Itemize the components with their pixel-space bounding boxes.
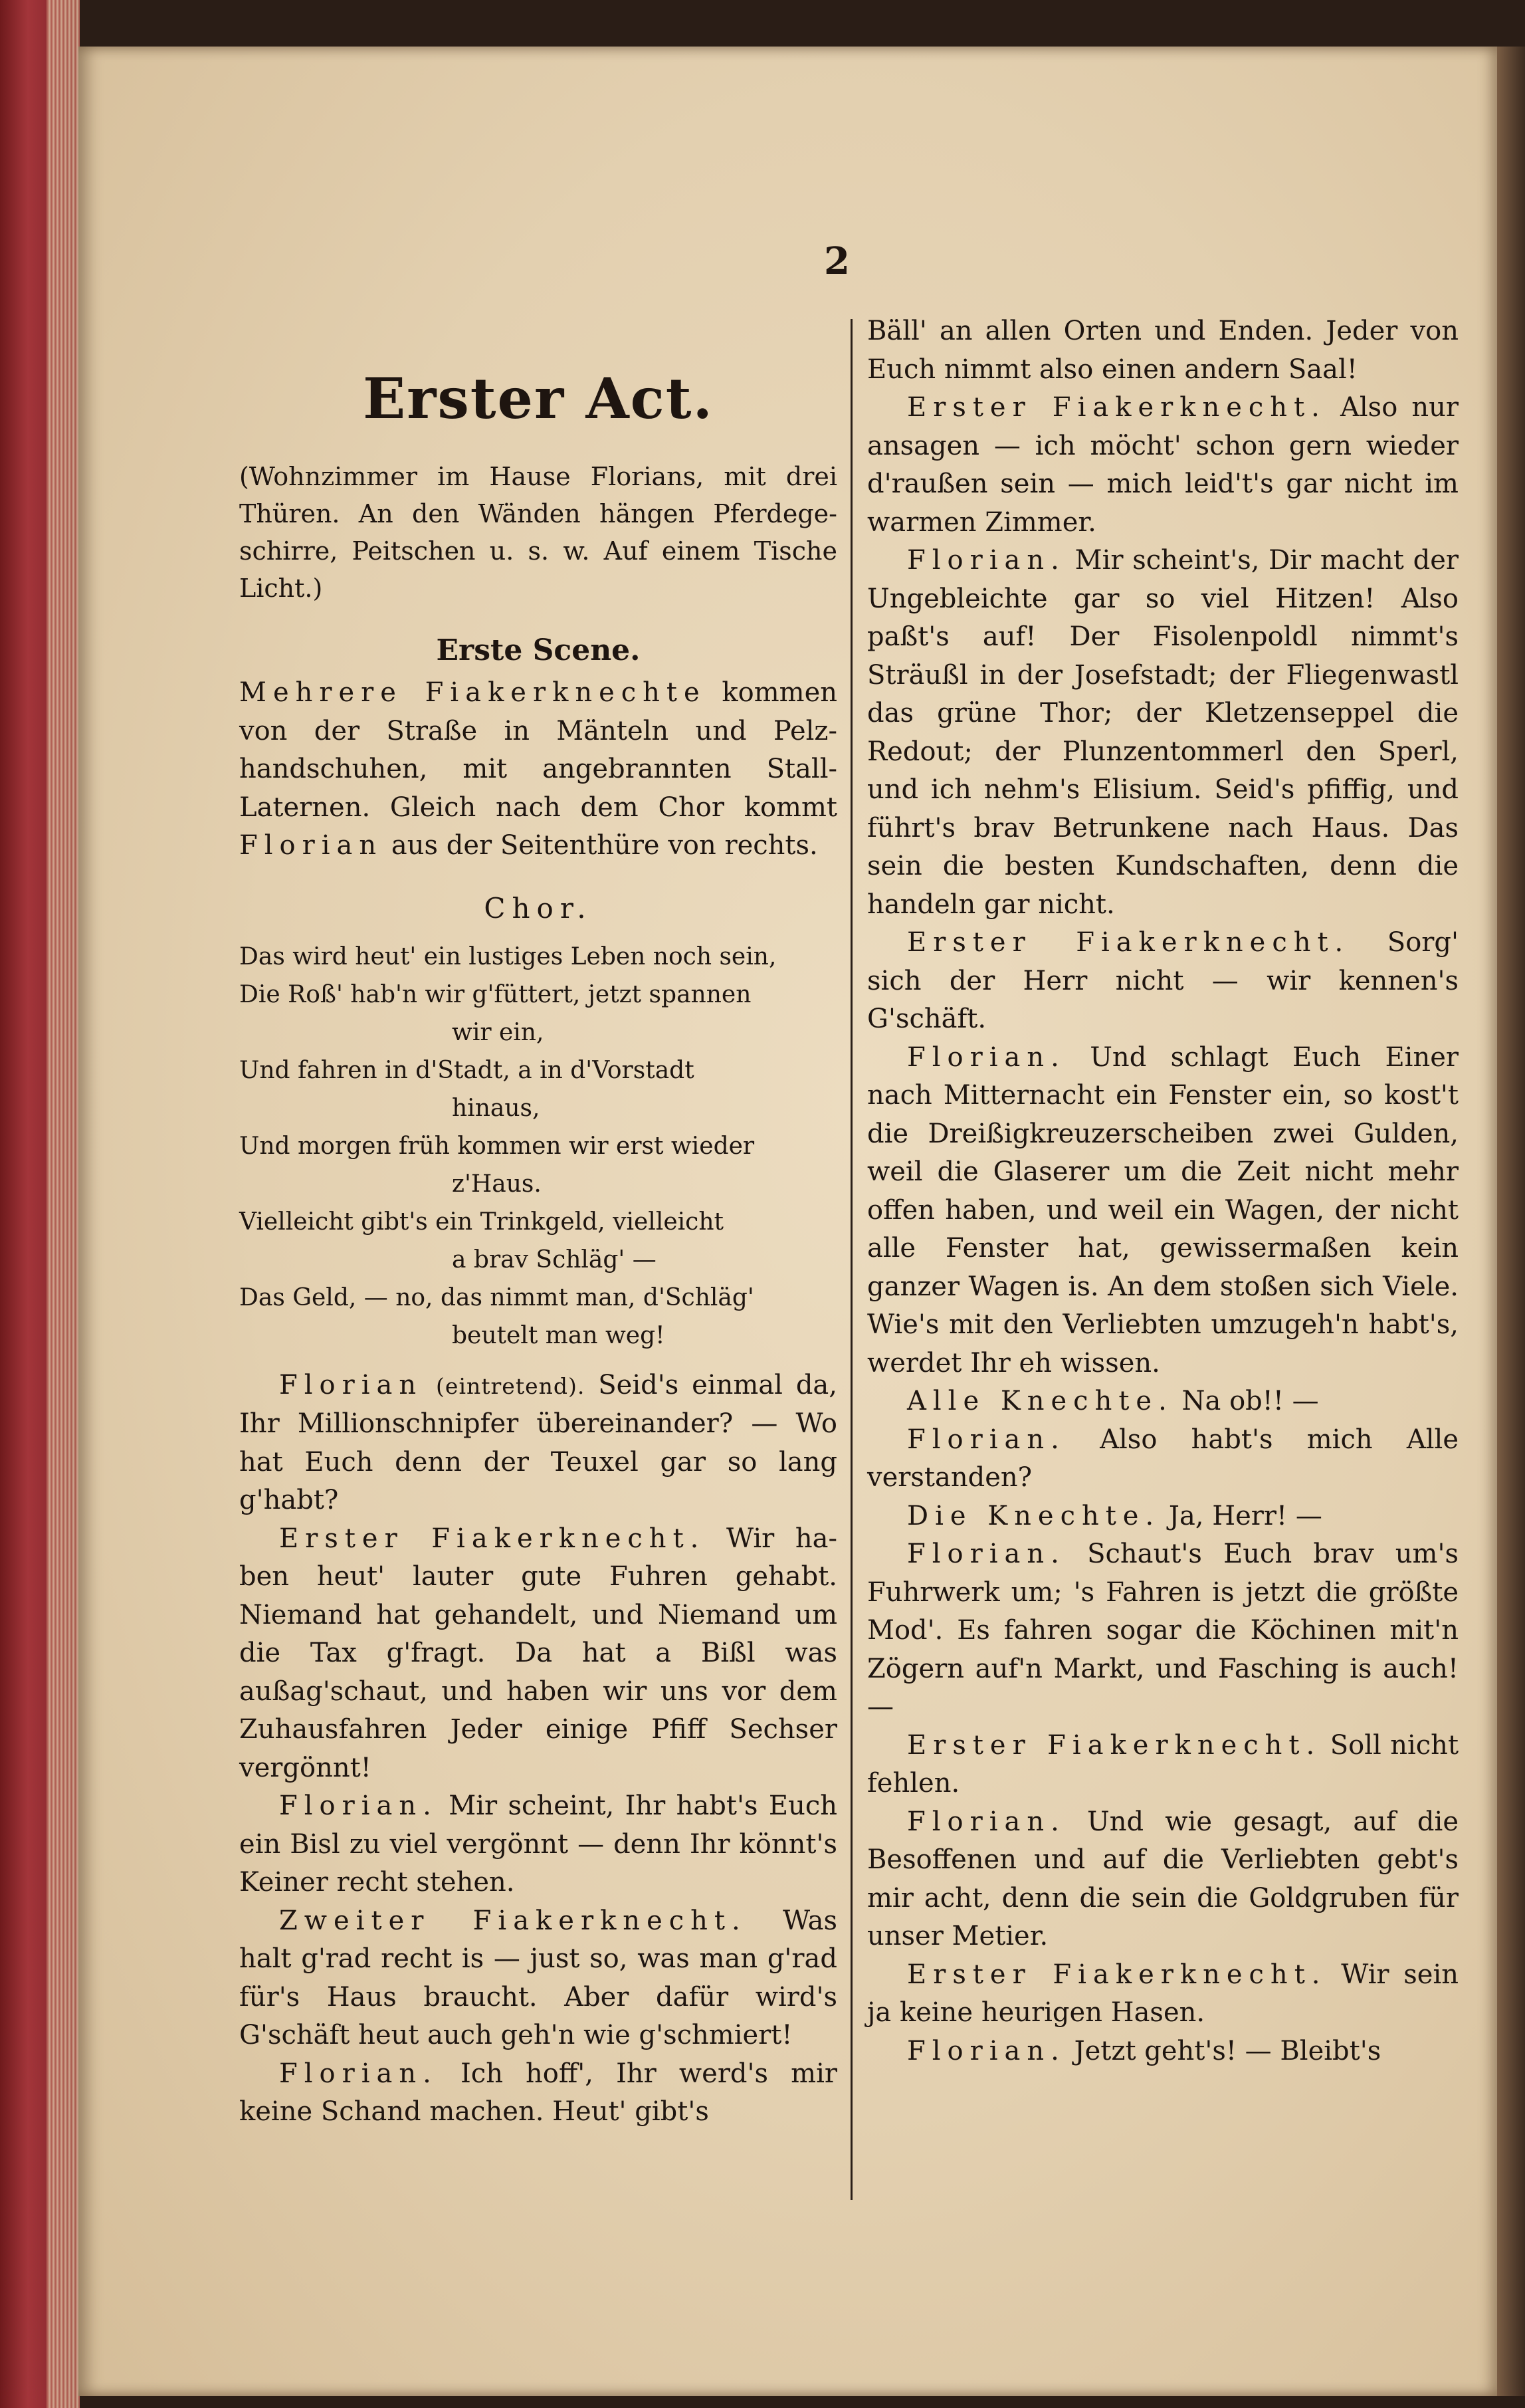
song-line: Das Geld, — no, das nimmt man, d'Schläg' — [239, 1283, 754, 1311]
book-cover-edge — [1497, 47, 1525, 2396]
speech: Also nur ansagen — ich möcht' schon gern wieder d'raußen sein — mich leid't's gar nicht im warmen Zimmer. — [867, 392, 1459, 538]
right-column — [867, 312, 1459, 2070]
speech: Sorg' sich der Herr nicht — wir kennen's G'schäft. — [867, 927, 1459, 1034]
song-line-cont: z'Haus. — [452, 1170, 542, 1198]
speaker: Florian. — [907, 2035, 1066, 2066]
speaker: Florian — [279, 1369, 423, 1400]
song-line: Die Roß' hab'n wir g'füttert, jetzt spannen — [239, 980, 752, 1008]
song-verse — [239, 938, 837, 976]
speaker: Florian. — [907, 1806, 1066, 1837]
speech: Na ob!! — — [1181, 1386, 1319, 1416]
speech: Was halt g'rad recht is — just so, was man g'rad für's Haus braucht. Aber dafür wird's G'schäft heut auch geh'n wie g'schmiert! — [239, 1905, 837, 2050]
speech: Wir haben heut' lauter gute Fuhren gehabt. Niemand hat gehandelt, und Niemand um die Tax g'fragt. Da hat a Bißl was außag'schaut, und haben wir uns vor dem Zuhausfahren Jeder einige Pfiff Sechser vergönnt! — [239, 1523, 837, 1783]
scene-intro-florian: Florian — [239, 830, 383, 861]
dialogue-entry — [239, 1902, 837, 2055]
song-line-cont: wir ein, — [452, 1018, 544, 1046]
song-verse — [239, 1279, 837, 1355]
speaker: Erster Fiakerknecht. — [279, 1523, 706, 1554]
speaker: Erster Fiakerknecht. — [907, 1729, 1322, 1761]
song-verse — [239, 1127, 837, 1203]
dialogue-entry — [867, 542, 1459, 924]
song-line-cont: a brav Schläg' — — [452, 1246, 657, 1273]
speaker: Florian. — [907, 545, 1066, 576]
speaker: Alle Knechte. — [907, 1386, 1173, 1416]
dialogue-entry — [239, 2055, 837, 2132]
dialogue-entry — [239, 1520, 837, 1788]
speech: Ja, Herr! — — [1168, 1500, 1322, 1531]
page-number: 2 — [824, 239, 850, 283]
speaker: Florian. — [279, 1791, 438, 1821]
song-line: Das wird heut' ein lustiges Leben noch sein, — [239, 942, 777, 970]
dialogue-entry — [867, 1497, 1459, 1536]
speech: Und wie gesagt, auf die Besoffenen und auf die Verliebten gebt's mir acht, denn die sein die Goldgruben für unser Metier. — [867, 1806, 1459, 1951]
scene-intro-text: kommen von der Straße in Mänteln und Pelzhandschuhen, mit angebrannten Stall-Laternen. Gleich nach dem Chor kommt — [239, 677, 838, 823]
dialogue-entry — [867, 1039, 1459, 1383]
speech: Mir scheint, Ihr habt's Euch ein Bisl zu viel vergönnt — denn Ihr könnt's Keiner recht stehen. — [239, 1791, 837, 1898]
speaker: Die Knechte. — [907, 1500, 1161, 1531]
speech: Bäll' an allen Orten und Enden. Jeder von Euch nimmt also einen andern Saal! — [867, 316, 1459, 385]
dialogue-entry — [239, 1367, 837, 1520]
dialogue-entry — [867, 2032, 1459, 2071]
speaker: Florian. — [907, 1424, 1066, 1455]
song-verse — [239, 1051, 837, 1127]
speaker: Erster Fiakerknecht. — [907, 392, 1326, 423]
speaker: Zweiter Fiakerknecht. — [279, 1905, 747, 1936]
scene-intro-end: aus der Seitenthüre von rechts. — [391, 830, 818, 861]
speaker: Erster Fiakerknecht. — [907, 1959, 1327, 1990]
dialogue-entry — [867, 1535, 1459, 1727]
speech: Seid's einmal da, Ihr Millionschnipfer übereinander? — Wo hat Euch denn der Teuxel gar so lang g'habt? — [239, 1369, 837, 1515]
dialogue-entry — [867, 1727, 1459, 1803]
chor-title: Chor. — [484, 891, 593, 925]
page-edges — [47, 0, 80, 2408]
song-line-cont: hinaus, — [452, 1094, 540, 1122]
speech: Und schlagt Euch Einer nach Mitternacht ein Fenster ein, so kost't die Dreißigkreuzerscheiben zwei Gulden, weil die Glaserer um die Zeit nicht mehr offen haben, und weil ein Wagen, der nicht alle Fenster hat, gewissermaßen kein ganzer Wagen is. An dem stoßen sich Viele. Wie's mit den Verliebten umzugeh'n habt's, werdet Ihr eh wissen. — [867, 1041, 1459, 1378]
song-verse — [239, 976, 837, 1051]
scene-intro — [239, 674, 837, 865]
speech: Mir scheint's, Dir macht der Ungebleichte gar so viel Hitzen! Also paßt's auf! Der Fisolenpoldl nimmt's Sträußl in der Josefstadt; der Fliegenwastl das grüne Thor; der Kletzenseppel die Redout; der Plunzentommerl den Sperl, und ich nehm's Elisium. Seid's pfiffig, und führt's brav Betrunkene nach Haus. Das sein die besten Kundschaften, denn die handeln gar nicht. — [867, 545, 1459, 920]
song-line: Und morgen früh kommen wir erst wieder — [239, 1132, 755, 1160]
dialogue-entry — [867, 1382, 1459, 1421]
dialogue-entry — [867, 312, 1459, 389]
speech: Also habt's mich Alle verstanden? — [867, 1424, 1459, 1493]
act-title: Erster Act. — [363, 366, 714, 431]
speech: Schaut's Euch brav um's Fuhrwerk um; 's Fahren is jetzt die größte Mod'. Es fahren sogar die Köchinen mit'n Zögern auf'n Markt, und Fasching is auch! — — [867, 1539, 1459, 1722]
speaker: Erster Fiakerknecht. — [907, 927, 1350, 958]
speech: Jetzt geht's! — Bleibt's — [1074, 2035, 1381, 2066]
speech: Ich hoff', Ihr werd's mir keine Schand machen. Heut' gibt's — [239, 2058, 838, 2127]
dialogue-entry — [867, 1803, 1459, 1956]
dialogue-entry — [867, 1421, 1459, 1497]
dialogue-entry — [239, 1787, 837, 1902]
song-line-cont: beutelt man weg! — [452, 1321, 665, 1349]
speech: Soll nicht fehlen. — [867, 1729, 1459, 1799]
left-column — [239, 312, 837, 2132]
dialogue-entry — [867, 1956, 1459, 2032]
song — [239, 938, 837, 1355]
song-verse — [239, 1203, 837, 1279]
scene-title: Erste Scene. — [436, 633, 641, 667]
stage-cue: (eintretend). — [436, 1372, 585, 1399]
column-divider — [851, 319, 853, 2200]
dialogue-entry — [867, 389, 1459, 542]
song-line: Und fahren in d'Stadt, a in d'Vorstadt — [239, 1056, 694, 1084]
dialogue-entry — [867, 924, 1459, 1039]
speaker: Florian. — [279, 2058, 438, 2089]
song-line: Vielleicht gibt's ein Trinkgeld, vielleicht — [239, 1208, 724, 1236]
speech: Wir sein ja keine heurigen Hasen. — [867, 1959, 1459, 2028]
speaker: Florian. — [907, 1539, 1066, 1569]
scene-intro-speaker: Mehrere Fiakerknechte — [239, 677, 706, 708]
speaker: Florian. — [907, 1041, 1066, 1073]
stage-direction: (Wohnzimmer im Hause Florians, mit drei Thüren. An den Wänden hängen Pferdegeschirre, Peitschen u. s. w. Auf einem Tische Licht.) — [239, 462, 837, 603]
